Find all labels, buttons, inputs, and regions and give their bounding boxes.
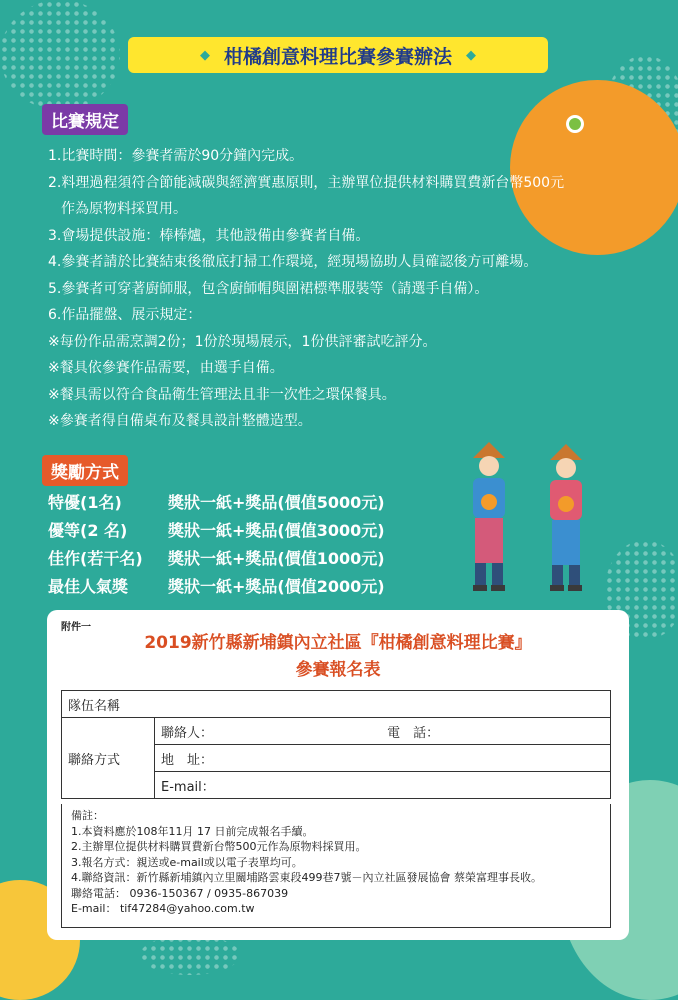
awards-list (48, 489, 385, 601)
farmers-illustration (455, 440, 615, 600)
attachment-label: 附件一 (61, 622, 91, 633)
registration-table (61, 690, 611, 799)
award-row (48, 573, 385, 601)
form-title (47, 630, 629, 684)
note-line: 4.聯絡資訊：新竹縣新埔鎮內立里關埔路雲東段499巷7號－內立社區發展協會 蔡榮富理事長收。 (71, 871, 542, 884)
note-line: 3.報名方式：親送或e-mail或以電子表單均可。 (71, 855, 303, 869)
rule-item: ※餐具依參賽作品需要，由選手自備。 (48, 360, 284, 376)
award-prize: 獎狀一紙+獎品(價值2000元) (168, 577, 385, 596)
dot-pattern-bottom (140, 935, 240, 975)
email-field[interactable]: E-mail： (155, 772, 611, 799)
farmer-girl-icon (550, 444, 582, 591)
notes (71, 808, 542, 917)
dot-pattern-top-left (0, 0, 120, 110)
rule-item: ※參賽者得自備桌布及餐具設計整體造型。 (48, 413, 312, 429)
award-rank: 佳作(若干名) (48, 549, 143, 568)
rule-item: 4.參賽者請於比賽結束後徹底打掃工作環境，經現場協助人員確認後方可離場。 (48, 254, 538, 270)
registration-form (47, 610, 629, 940)
award-row (48, 545, 385, 573)
award-rank: 優等(2 名) (48, 521, 128, 540)
rule-item: 1.比賽時間：參賽者需於90分鐘內完成。 (48, 148, 304, 164)
award-rank: 特優(1名) (48, 493, 122, 512)
award-row (48, 489, 385, 517)
rule-item: 5.參賽者可穿著廚師服，包含廚師帽與圍裙標準服裝等（請選手自備）。 (48, 280, 489, 297)
contact-method-label: 聯絡方式 (62, 718, 155, 799)
awards-heading: 獎勵方式 (42, 455, 128, 486)
award-rank: 最佳人氣獎 (48, 577, 129, 596)
award-row (48, 517, 385, 545)
note-line: 1.本資料應於108年11月 17 日前完成報名手續。 (71, 824, 314, 838)
rule-item: 作為原物料採買用。 (61, 201, 187, 217)
team-name-field[interactable]: 隊伍名稱 (62, 691, 611, 718)
contact-person-field[interactable] (155, 718, 611, 745)
rule-item: 3.會場提供設施：棒棒爐，其他設備由參賽者自備。 (48, 227, 370, 244)
rule-item: ※每份作品需烹調2份；1份於現場展示，1份供評審試吃評分。 (48, 333, 437, 350)
page-title-text: 柑橘創意料理比賽參賽辦法 (223, 45, 452, 68)
contact-person-label: 聯絡人： (161, 725, 214, 741)
diamond-icon: ◆ (466, 47, 476, 63)
award-prize: 獎狀一紙+獎品(價值1000元) (168, 549, 385, 568)
orange-leaf-icon (566, 115, 584, 133)
form-title-line1: 2019新竹縣新埔鎮內立社區『柑橘創意料理比賽』 (144, 633, 532, 653)
rules-heading: 比賽規定 (42, 104, 128, 135)
rule-item: ※餐具需以符合食品衛生管理法且非一次性之環保餐具。 (48, 386, 396, 403)
address-field[interactable]: 地 址： (155, 745, 611, 772)
rule-item: 6.作品擺盤、展示規定： (48, 307, 202, 323)
award-prize: 獎狀一紙+獎品(價值5000元) (168, 493, 385, 512)
award-prize: 獎狀一紙+獎品(價值3000元) (168, 521, 385, 540)
rules-list (48, 143, 668, 435)
phone-label: 電 話： (387, 725, 440, 741)
note-line: 備註： (71, 809, 104, 822)
farmer-boy-icon (473, 442, 505, 591)
note-line: E-mail： tif47284@yahoo.com.tw (71, 902, 255, 915)
note-line: 2.主辦單位提供材料購買費新台幣500元作為原物料採買用。 (71, 840, 367, 853)
page-title (128, 37, 548, 73)
note-line: 聯絡電話： 0936-150367 / 0935-867039 (71, 886, 289, 900)
rule-item: 2.料理過程須符合節能減碳與經濟實惠原則，主辦單位提供材料購買費新台幣500元 (48, 174, 565, 191)
diamond-icon: ◆ (199, 47, 210, 63)
form-title-line2: 參賽報名表 (295, 660, 381, 680)
